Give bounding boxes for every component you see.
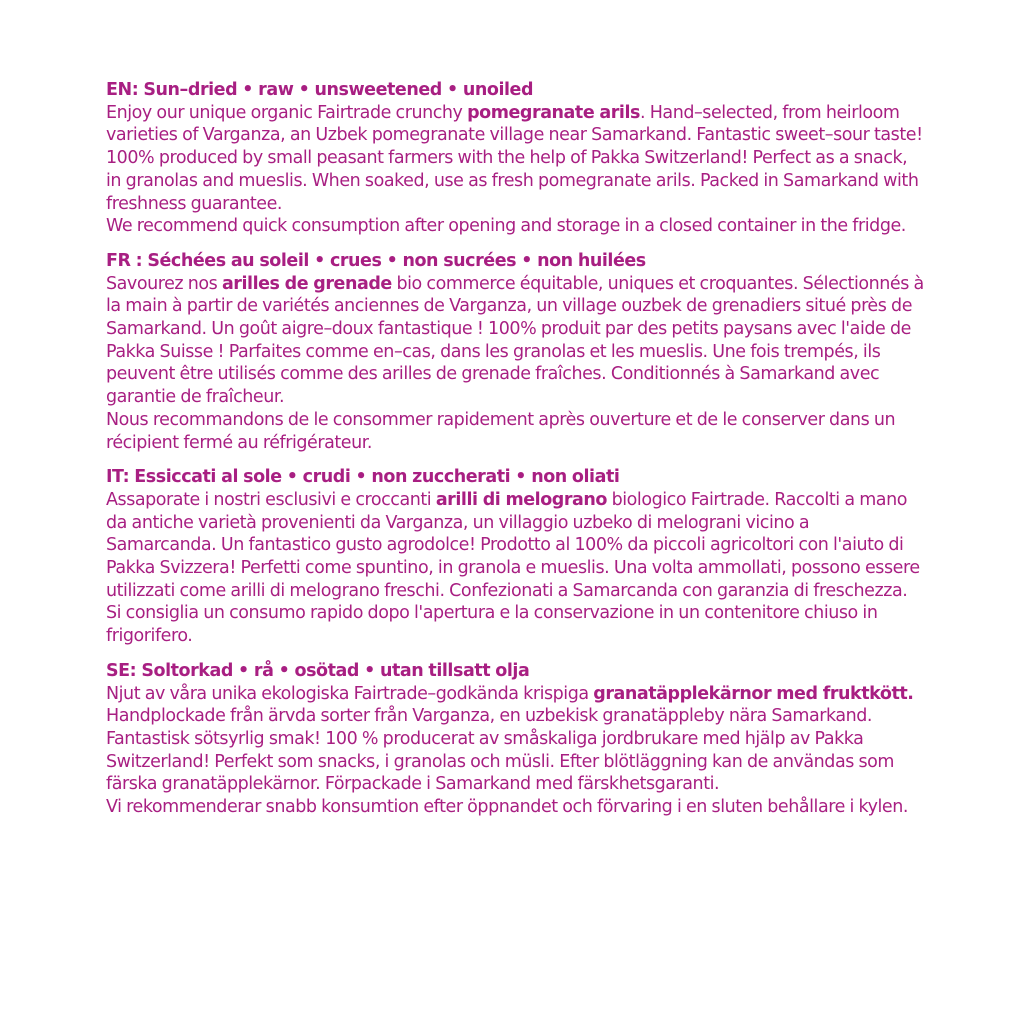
section-body-it [106,489,924,603]
storage-note-en: We recommend quick consumption after opening and storage in a closed container in the fridge. [106,216,906,237]
storage-note-se: Vi rekommenderar snabb konsumtion efter öppnandet och förvaring i en sluten behållare i kylen. [106,797,909,818]
product-name-it: arilli di melograno [435,489,607,510]
section-en [106,79,924,238]
storage-note-fr: Nous recommandons de le consommer rapidement après ouverture et de le conserver dans un récipient fermé au réfrigérateur. [106,409,896,453]
storage-note-it: Si consiglia un consumo rapido dopo l'apertura e la conservazione in un contenitore chiuso in frigorifero. [106,603,878,647]
intro-text-en: Enjoy our unique organic Fairtrade crunchy [106,102,468,123]
section-it [106,466,924,648]
section-heading-se: SE: Soltorkad • rå • osötad • utan tillsatt olja [106,660,530,681]
section-heading-fr: FR : Séchées au soleil • crues • non sucrées • non huilées [106,250,646,271]
section-fr [106,250,924,454]
section-body-se [106,683,924,797]
section-body-en [106,102,924,216]
description-text-fr: bio commerce équitable, uniques et croquantes. Sélectionnés à la main à partir de variétés anciennes de Varganza, un village ouzbek de grenadiers situé près de Samarkand. Un goût aigre–doux fantastique ! 100% produit par des petits paysans avec l'aide de Pakka Suisse ! Parfaites comme en–cas, dans les granolas et les mueslis. Une fois trempés, ils peuvent être utilisés comme des arilles de grenade fraîches. Conditionnés à Samarkand avec garantie de fraîcheur. [106,273,924,408]
product-name-en: pomegranate arils [467,102,640,123]
intro-text-it: Assaporate i nostri esclusivi e croccanti [106,489,436,510]
intro-text-fr: Savourez nos [106,273,222,294]
intro-text-se: Njut av våra unika ekologiska Fairtrade–godkända krispiga [106,683,594,704]
section-heading-en: EN: Sun–dried • raw • unsweetened • unoiled [106,80,534,100]
description-text-en: . Hand–selected, from heirloom varieties of Varganza, an Uzbek pomegranate village near Samarkand. Fantastic sweet–sour taste! 100% produced by small peasant farmers with the help of Pakka Switzerland! Perfect as a snack, in granolas and mueslis. When soaked, use as fresh pomegranate arils. Packed in Samarkand with freshness guarantee. [106,102,923,214]
product-name-fr: arilles de grenade [221,273,392,294]
section-se [106,660,924,819]
description-text-it: biologico Fairtrade. Raccolti a mano da antiche varietà provenienti da Varganza, un villaggio uzbeko di melograni vicino a Samarcanda. Un fantastico gusto agrodolce! Prodotto al 100% da piccoli agricoltori con l'aiuto di Pakka Svizzera! Perfetti come spuntino, in granola e mueslis. Una volta ammollati, possono essere utilizzati come arilli di melograno freschi. Confezionati a Samarcanda con garanzia di freschezza. [106,489,920,601]
section-heading-it: IT: Essiccati al sole • crudi • non zuccherati • non oliati [106,467,620,488]
section-body-fr [106,273,924,409]
product-description [106,79,924,831]
product-name-se: granatäpplekärnor med fruktkött. [593,683,914,704]
description-text-se: Handplockade från ärvda sorter från Varganza, en uzbekisk granatäppleby nära Samarkand. Fantastisk sötsyrlig smak! 100 % producerat av småskaliga jordbrukare med hjälp av Pakka Switzerland! Perfekt som snacks, i granolas och müsli. Efter blötläggning kan de användas som färska granatäpplekärnor. Förpackade i Samarkand med färskhetsgaranti. [106,706,895,795]
